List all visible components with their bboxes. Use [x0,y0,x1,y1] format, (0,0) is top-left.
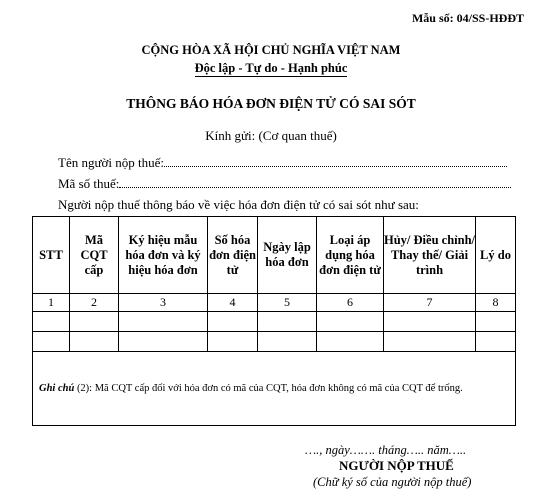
table-cell[interactable] [70,312,119,332]
recipient-line: Kính gửi: (Cơ quan thuế) [205,128,337,143]
table-cell[interactable] [317,312,384,332]
column-number: 5 [258,294,317,312]
table-cell[interactable] [476,312,516,332]
header-cell: Ký hiệu mẫu hóa đơn và ký hiệu hóa đơn [119,217,208,294]
column-number: 7 [384,294,476,312]
header-cell: Hủy/ Điều chỉnh/ Thay thế/ Giải trình [384,217,476,294]
taxpayer-name-label: Tên người nộp thuế: [58,155,164,170]
column-number: 2 [70,294,119,312]
note-text: (2): Mã CQT cấp đối với hóa đơn có mã của CQT, hóa đơn không có mã của CQT để trống. [76,383,463,394]
national-motto: Độc lập - Tự do - Hạnh phúc [194,61,348,75]
table-cell[interactable] [119,312,208,332]
table-cell[interactable] [208,312,258,332]
notice-text: Người nộp thuế thông báo về việc hóa đơn điện tử có sai sót như sau: [58,197,419,212]
tax-code-label: Mã số thuế: [58,176,120,191]
table-cell[interactable] [33,312,70,332]
header-cell: Loại áp dụng hóa đơn điện tử [317,217,384,294]
table-cell[interactable] [258,332,317,352]
table-cell[interactable] [476,332,516,352]
column-number: 3 [119,294,208,312]
table-cell[interactable] [384,312,476,332]
header-cell: STT [33,217,70,294]
motto-container [0,59,542,77]
date-line: …., ngày……. tháng….. năm….. [305,443,467,457]
column-number: 4 [208,294,258,312]
table-cell[interactable] [119,332,208,352]
tax-code-row [58,176,511,192]
column-number-row [33,294,516,312]
table-cell[interactable] [70,332,119,352]
header-cell: Lý do [476,217,516,294]
column-number: 6 [317,294,384,312]
national-title: CỘNG HÒA XÃ HỘI CHỦ NGHĨA VIỆT NAM [141,43,401,57]
table-row [33,332,516,352]
table-row [33,312,516,332]
header-cell: Ngày lập hóa đơn [258,217,317,294]
table-cell[interactable] [317,332,384,352]
table-cell[interactable] [208,332,258,352]
error-invoice-table [32,216,516,426]
tax-code-field[interactable] [119,176,511,188]
form-number: Mẫu số: 04/SS-HĐĐT [411,11,524,25]
taxpayer-name-row [58,155,507,171]
column-number: 1 [33,294,70,312]
header-cell: Số hóa đơn điện tử [208,217,258,294]
note-row [33,352,516,426]
note-cell [33,352,516,426]
taxpayer-name-field[interactable] [164,155,507,167]
column-number: 8 [476,294,516,312]
table-cell[interactable] [33,332,70,352]
table-cell[interactable] [258,312,317,332]
document-title: THÔNG BÁO HÓA ĐƠN ĐIỆN TỬ CÓ SAI SÓT [126,96,416,111]
note-label: Ghi chú [39,383,75,394]
table-cell[interactable] [384,332,476,352]
header-row [33,217,516,294]
signer-title: NGƯỜI NỘP THUẾ [339,458,454,473]
signature-note: (Chữ ký số của người nộp thuế) [313,475,472,489]
header-cell: Mã CQT cấp [70,217,119,294]
